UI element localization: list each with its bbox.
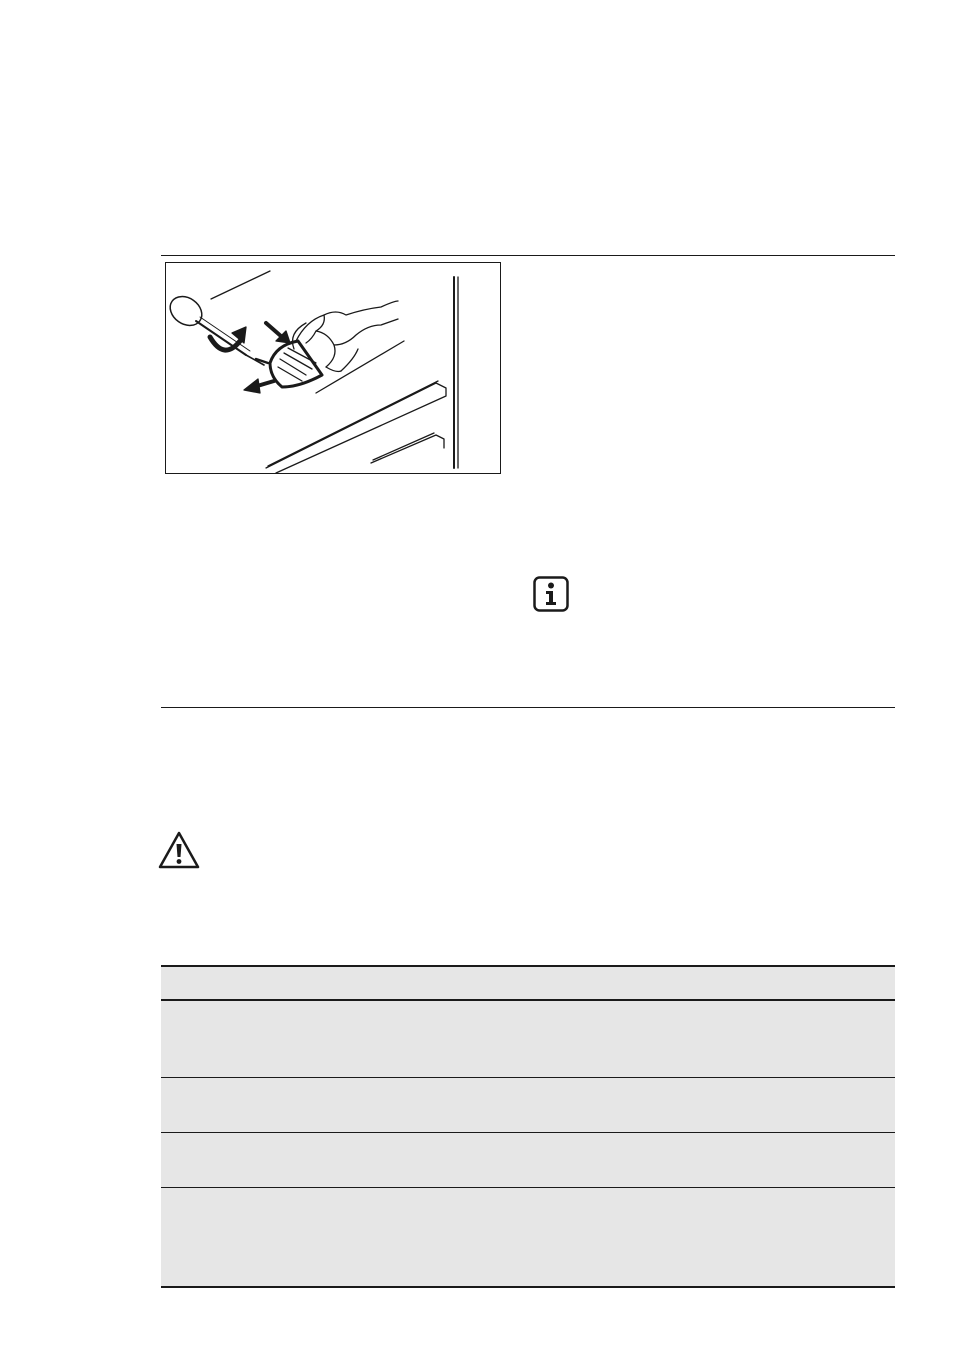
section-divider-top (161, 255, 895, 256)
table-row (161, 1187, 895, 1287)
table-row (161, 1077, 895, 1132)
table-row (161, 1000, 895, 1077)
troubleshooting-table (161, 965, 895, 1288)
table-header-cell (161, 966, 895, 1000)
table-cell (161, 1132, 895, 1187)
table-cell (161, 1187, 895, 1287)
table-header-row (161, 966, 895, 1000)
warning-triangle-icon (158, 830, 200, 870)
table-cell (161, 1000, 895, 1077)
info-icon (533, 576, 569, 612)
table-cell (161, 1077, 895, 1132)
section-divider-middle (161, 707, 895, 708)
table-row (161, 1132, 895, 1187)
drain-hole-cleaning-illustration (165, 262, 501, 474)
